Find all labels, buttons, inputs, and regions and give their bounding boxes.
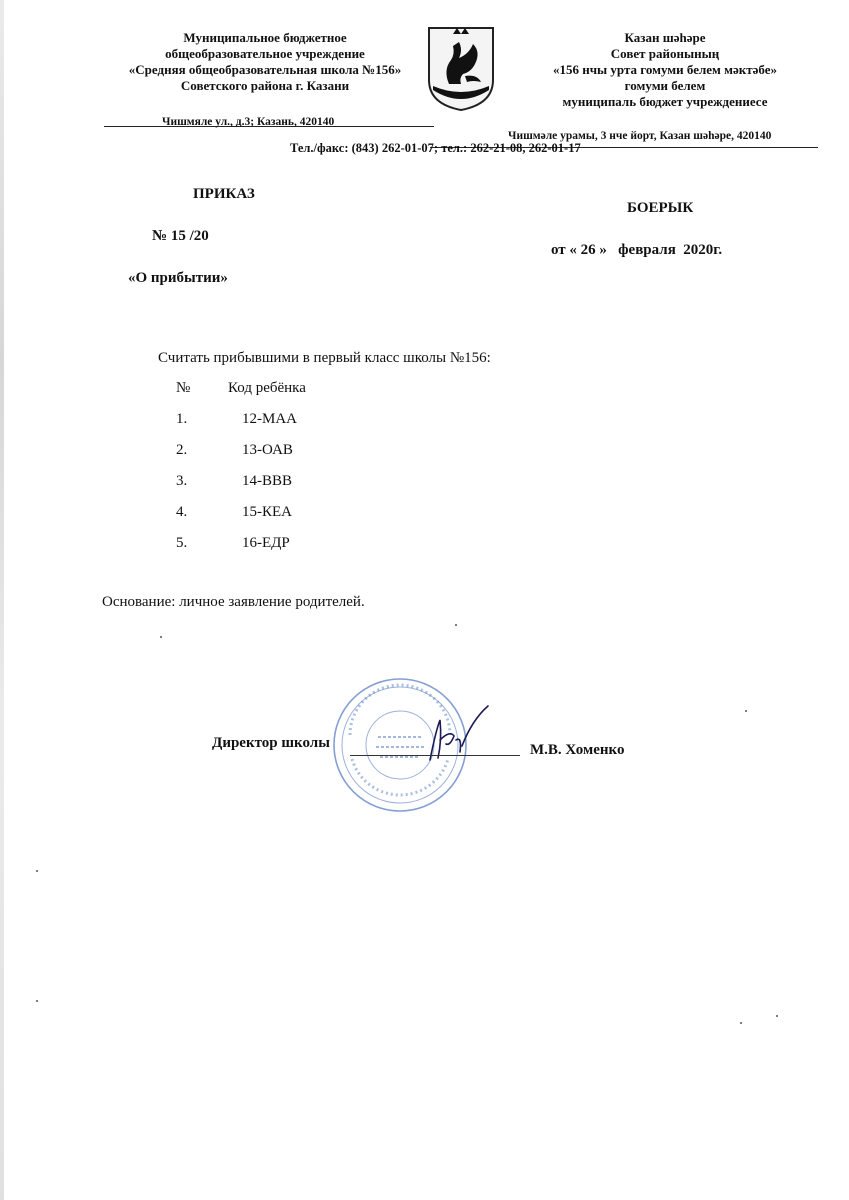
phone-line: Тел./факс: (843) 262-01-07; тел.: 262-21-08, 262-01-17 bbox=[290, 141, 581, 155]
scan-speck bbox=[776, 1015, 778, 1017]
order-number: № 15 /20 bbox=[152, 228, 209, 244]
basis-text: Основание: личное заявление родителей. bbox=[102, 594, 365, 610]
scan-speck bbox=[455, 624, 457, 626]
header-left-line: Муниципальное бюджетное bbox=[183, 30, 347, 45]
row-code: 15-КЕА bbox=[242, 504, 292, 520]
row-code: 13-ОАВ bbox=[242, 442, 293, 458]
order-date: от « 26 » февраля 2020г. bbox=[551, 242, 723, 258]
header-left-line: «Средняя общеобразовательная школа №156» bbox=[128, 62, 402, 77]
handwritten-signature-icon bbox=[410, 700, 500, 770]
header-rule-left bbox=[104, 126, 434, 127]
header-right-line: муниципаль бюджет учреждениесе bbox=[562, 94, 768, 109]
row-number: 1. bbox=[176, 411, 188, 427]
row-code: 16-ЕДР bbox=[242, 535, 290, 551]
row-number: 3. bbox=[176, 473, 188, 489]
table-header-number: № bbox=[176, 380, 191, 396]
header-right-block bbox=[515, 30, 815, 110]
address-left: Чишмяле ул., д.3; Казань, 420140 bbox=[162, 116, 335, 128]
order-title-tt: БОЕРЫК bbox=[627, 200, 694, 216]
table-header-code: Код ребёнка bbox=[228, 380, 306, 396]
row-number: 4. bbox=[176, 504, 188, 520]
scan-edge bbox=[0, 0, 4, 1200]
scan-speck bbox=[160, 636, 162, 638]
header-right-line: «156 нчы урта гомуми белем мәктәбе» bbox=[552, 62, 778, 77]
row-number: 5. bbox=[176, 535, 188, 551]
row-code: 14-ВВВ bbox=[242, 473, 293, 489]
header-right-line: гомуми белем bbox=[624, 78, 706, 93]
header-right-line: Совет районының bbox=[610, 46, 720, 61]
signature-role: Директор школы bbox=[212, 735, 330, 751]
intro-text: Считать прибывшими в первый класс школы №156: bbox=[158, 350, 491, 366]
scan-speck bbox=[36, 1000, 38, 1002]
signature-line bbox=[350, 755, 520, 756]
order-subject: «О прибытии» bbox=[128, 270, 228, 286]
header-left-line: общеобразовательное учреждение bbox=[165, 46, 365, 61]
address-right: Чишмәле урамы, 3 нче йорт, Казан шәһәре, 420140 bbox=[508, 130, 772, 142]
header-left-block bbox=[100, 30, 430, 94]
header-left-line: Советского района г. Казани bbox=[180, 78, 350, 93]
scan-speck bbox=[740, 1022, 742, 1024]
row-number: 2. bbox=[176, 442, 188, 458]
order-title-ru: ПРИКАЗ bbox=[193, 186, 255, 202]
signature-name: М.В. Хоменко bbox=[530, 742, 625, 758]
kazan-emblem-icon bbox=[425, 24, 497, 112]
scan-speck bbox=[36, 870, 38, 872]
header-right-line: Казан шәһәре bbox=[624, 30, 706, 45]
row-code: 12-МАА bbox=[242, 411, 297, 427]
scan-speck bbox=[745, 710, 747, 712]
